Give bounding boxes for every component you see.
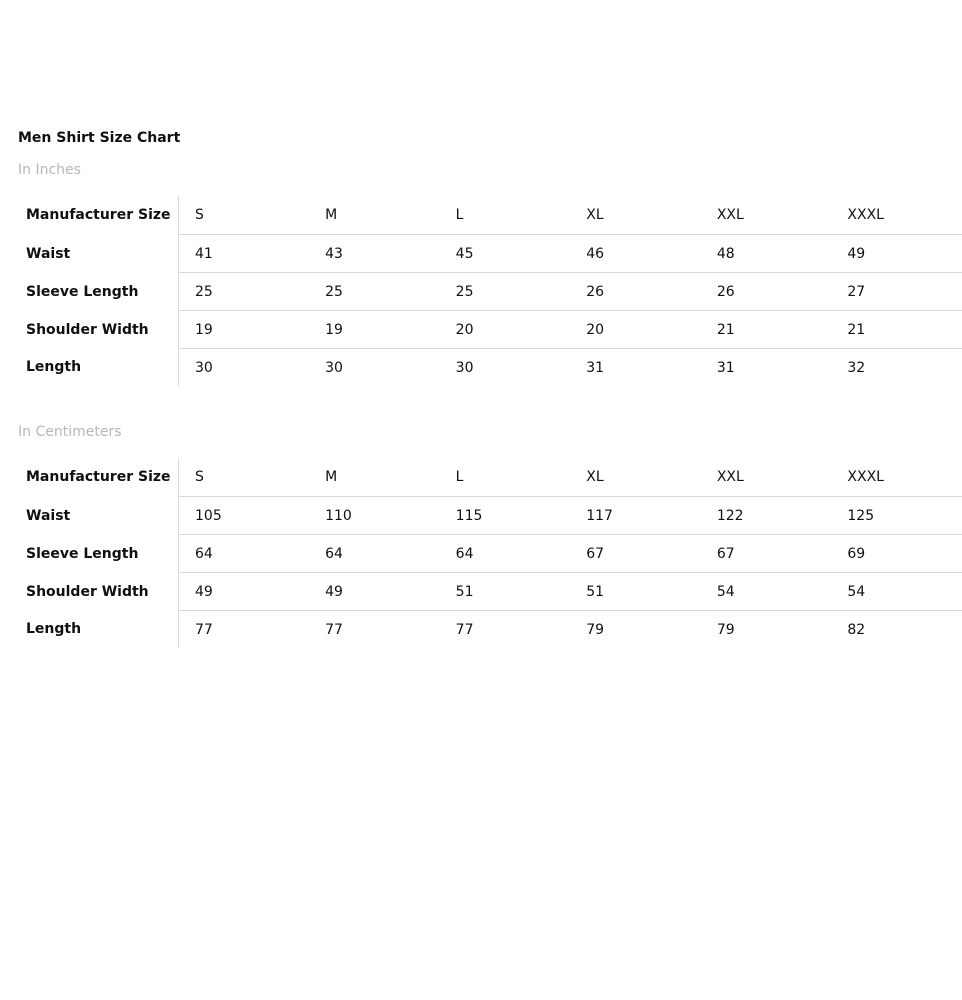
row-header: Waist [18, 497, 179, 535]
table-row [18, 573, 962, 611]
size-label: XXL [716, 469, 744, 485]
table-cell: 79 [701, 611, 832, 649]
table-cell: 67 [570, 535, 701, 573]
table-cell: 77 [440, 611, 571, 649]
table-cell: 82 [831, 611, 962, 649]
table-row [18, 535, 962, 573]
table-cell: 79 [570, 611, 701, 649]
table-cell: 21 [701, 311, 832, 349]
table-row [18, 497, 962, 535]
table-cell: 25 [309, 273, 440, 311]
table-cell: 125 [831, 497, 962, 535]
table-cell: 32 [831, 349, 962, 387]
table-header-row [18, 196, 962, 235]
table-cell: 30 [179, 349, 310, 387]
table-cell: 77 [309, 611, 440, 649]
page-title: Men Shirt Size Chart [18, 130, 181, 146]
table-cell: 54 [831, 573, 962, 611]
table-cell: 25 [179, 273, 310, 311]
table-cell: 41 [179, 235, 310, 273]
row-header: Sleeve Length [18, 535, 179, 573]
table-cell: 25 [440, 273, 571, 311]
centimeters-section-label: In Centimeters [18, 424, 122, 440]
table-cell: 69 [831, 535, 962, 573]
row-header: Length [18, 611, 179, 649]
table-cell: 105 [179, 497, 310, 535]
table-cell: 27 [831, 273, 962, 311]
size-label: XXXL [847, 469, 884, 485]
table-cell: 20 [440, 311, 571, 349]
table-cell: 21 [831, 311, 962, 349]
size-label: L [455, 207, 464, 223]
table-cell: 45 [440, 235, 571, 273]
table-cell: 64 [440, 535, 571, 573]
table-cell: 31 [701, 349, 832, 387]
table-cell: 19 [179, 311, 310, 349]
table-header-row [18, 458, 962, 497]
table-cell: 30 [309, 349, 440, 387]
size-label: S [195, 207, 204, 223]
table-cell: 26 [701, 273, 832, 311]
size-label: L [455, 469, 464, 485]
table-cell: 30 [440, 349, 571, 387]
centimeters-size-table [18, 458, 962, 648]
table-cell: 122 [701, 497, 832, 535]
table-cell: 26 [570, 273, 701, 311]
table-cell: 19 [309, 311, 440, 349]
size-label: XXXL [847, 207, 884, 223]
table-cell: 49 [831, 235, 962, 273]
table-cell: 64 [309, 535, 440, 573]
size-label: M [325, 207, 338, 223]
row-header: Manufacturer Size [18, 196, 179, 235]
table-row [18, 273, 962, 311]
inches-section-label: In Inches [18, 162, 81, 178]
table-cell: 31 [570, 349, 701, 387]
row-header: Shoulder Width [18, 311, 179, 349]
table-cell: 64 [179, 535, 310, 573]
table-cell: 51 [440, 573, 571, 611]
table-cell: 110 [309, 497, 440, 535]
row-header: Sleeve Length [18, 273, 179, 311]
table-cell: 20 [570, 311, 701, 349]
table-cell: 117 [570, 497, 701, 535]
size-label: XXL [716, 207, 744, 223]
inches-size-table [18, 196, 962, 386]
row-header: Shoulder Width [18, 573, 179, 611]
row-header: Manufacturer Size [18, 458, 179, 497]
table-cell: 43 [309, 235, 440, 273]
table-cell: 51 [570, 573, 701, 611]
table-cell: 49 [309, 573, 440, 611]
row-header: Length [18, 349, 179, 387]
row-header: Waist [18, 235, 179, 273]
size-label: XL [586, 469, 604, 485]
size-label: S [195, 469, 204, 485]
table-row [18, 349, 962, 387]
table-row [18, 235, 962, 273]
table-row [18, 311, 962, 349]
table-cell: 54 [701, 573, 832, 611]
table-row [18, 611, 962, 649]
table-cell: 115 [440, 497, 571, 535]
table-cell: 48 [701, 235, 832, 273]
table-cell: 77 [179, 611, 310, 649]
size-label: XL [586, 207, 604, 223]
table-cell: 46 [570, 235, 701, 273]
size-label: M [325, 469, 338, 485]
table-cell: 67 [701, 535, 832, 573]
table-cell: 49 [179, 573, 310, 611]
